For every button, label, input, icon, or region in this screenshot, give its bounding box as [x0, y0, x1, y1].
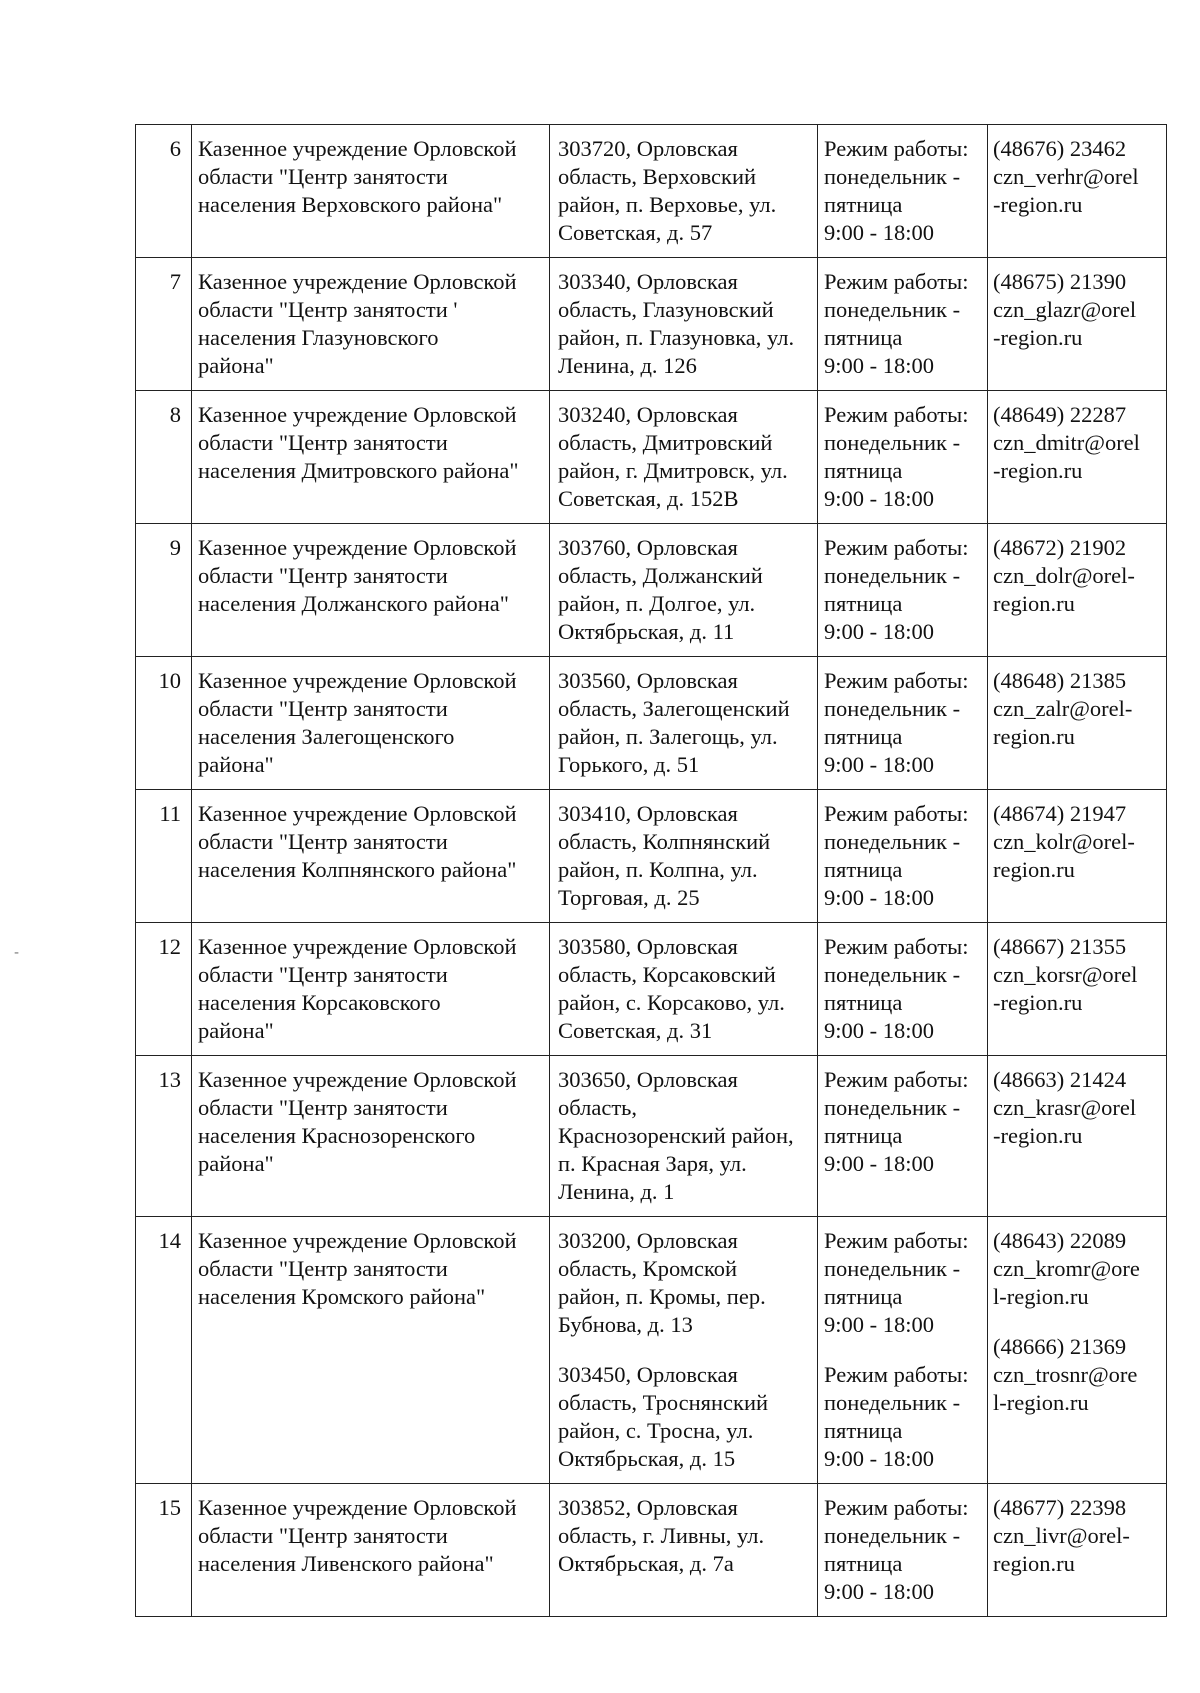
table-row [136, 391, 1167, 524]
contact-text: (48674) 21947 czn_kolr@orel- region.ru [993, 801, 1135, 882]
table-row [136, 790, 1167, 923]
address-cell [550, 1056, 818, 1217]
institution-name: Казенное учреждение Орловской области "Центр занятости ' населения Глазуновского района" [192, 258, 550, 391]
working-hours-text: Режим работы: понедельник - пятница 9:00 - 18:00 [824, 269, 969, 378]
working-hours-cell [818, 1056, 988, 1217]
contact-cell [988, 391, 1167, 524]
working-hours-cell [818, 790, 988, 923]
address-cell [550, 1484, 818, 1617]
row-number: 9 [136, 524, 192, 657]
address-cell [550, 524, 818, 657]
working-hours-cell [818, 1217, 988, 1484]
address-text: 303240, Орловская область, Дмитровский район, г. Дмитровск, ул. Советская, д. 152В [558, 402, 788, 511]
row-number: 12 [136, 923, 192, 1056]
institution-name: Казенное учреждение Орловской области "Центр занятости населения Ливенского района" [192, 1484, 550, 1617]
table-row [136, 1056, 1167, 1217]
table-row [136, 524, 1167, 657]
row-number: 15 [136, 1484, 192, 1617]
contact-text: (48648) 21385 czn_zalr@orel- region.ru [993, 668, 1133, 749]
address-cell [550, 790, 818, 923]
working-hours-text: Режим работы: понедельник - пятница 9:00 - 18:00 [824, 402, 969, 511]
row-number: 13 [136, 1056, 192, 1217]
working-hours-cell [818, 125, 988, 258]
institution-name: Казенное учреждение Орловской области "Центр занятости населения Корсаковского района" [192, 923, 550, 1056]
working-hours-cell [818, 657, 988, 790]
row-number: 10 [136, 657, 192, 790]
institution-name: Казенное учреждение Орловской области "Центр занятости населения Краснозоренского района" [192, 1056, 550, 1217]
contact-text: (48666) 21369 czn_trosnr@ore l-region.ru [993, 1334, 1138, 1415]
contact-cell [988, 1217, 1167, 1484]
address-text: 303720, Орловская область, Верховский район, п. Верховье, ул. Советская, д. 57 [558, 136, 777, 245]
contact-cell [988, 125, 1167, 258]
working-hours-cell [818, 923, 988, 1056]
institution-name: Казенное учреждение Орловской области "Центр занятости населения Залегощенского района" [192, 657, 550, 790]
contact-cell [988, 657, 1167, 790]
table-row [136, 1217, 1167, 1484]
row-number: 6 [136, 125, 192, 258]
working-hours-text: Режим работы: понедельник - пятница 9:00 - 18:00 [824, 1495, 969, 1604]
margin-mark: - [14, 945, 20, 961]
address-cell [550, 391, 818, 524]
contact-text: (48675) 21390 czn_glazr@orel -region.ru [993, 269, 1137, 350]
row-number: 7 [136, 258, 192, 391]
contact-text: (48677) 22398 czn_livr@orel- region.ru [993, 1495, 1130, 1576]
address-text: 303560, Орловская область, Залегощенский район, п. Залегощь, ул. Горького, д. 51 [558, 668, 790, 777]
working-hours-cell [818, 1484, 988, 1617]
address-text: 303450, Орловская область, Троснянский район, с. Тросна, ул. Октябрьская, д. 15 [558, 1362, 769, 1471]
address-cell [550, 657, 818, 790]
row-number: 14 [136, 1217, 192, 1484]
working-hours-text: Режим работы: понедельник - пятница 9:00 - 18:00 [824, 668, 969, 777]
address-text: 303200, Орловская область, Кромской район, п. Кромы, пер. Бубнова, д. 13 [558, 1228, 766, 1337]
working-hours-text: Режим работы: понедельник - пятница 9:00 - 18:00 [824, 934, 969, 1043]
working-hours-text: Режим работы: понедельник - пятница 9:00 - 18:00 [824, 1228, 969, 1337]
address-text: 303410, Орловская область, Колпнянский район, п. Колпна, ул. Торговая, д. 25 [558, 801, 771, 910]
working-hours-cell [818, 524, 988, 657]
working-hours-text: Режим работы: понедельник - пятница 9:00 - 18:00 [824, 136, 969, 245]
table-row [136, 923, 1167, 1056]
contact-cell [988, 790, 1167, 923]
contact-cell [988, 1056, 1167, 1217]
contact-cell [988, 923, 1167, 1056]
table-row [136, 125, 1167, 258]
address-text: 303340, Орловская область, Глазуновский район, п. Глазуновка, ул. Ленина, д. 126 [558, 269, 795, 378]
contact-cell [988, 524, 1167, 657]
working-hours-text: Режим работы: понедельник - пятница 9:00 - 18:00 [824, 535, 969, 644]
institution-name: Казенное учреждение Орловской области "Центр занятости населения Колпнянского района" [192, 790, 550, 923]
working-hours-cell [818, 258, 988, 391]
institution-name: Казенное учреждение Орловской области "Центр занятости населения Кромского района" [192, 1217, 550, 1484]
table-row [136, 657, 1167, 790]
employment-centers-table [135, 124, 1167, 1617]
row-number: 11 [136, 790, 192, 923]
contact-text: (48643) 22089 czn_kromr@ore l-region.ru [993, 1228, 1140, 1309]
contact-text: (48663) 21424 czn_krasr@orel -region.ru [993, 1067, 1137, 1148]
table-row [136, 1484, 1167, 1617]
contact-text: (48667) 21355 czn_korsr@orel -region.ru [993, 934, 1138, 1015]
contact-cell [988, 1484, 1167, 1617]
table-body [136, 125, 1167, 1617]
working-hours-text: Режим работы: понедельник - пятница 9:00 - 18:00 [824, 1362, 969, 1471]
address-text: 303760, Орловская область, Должанский район, п. Долгое, ул. Октябрьская, д. 11 [558, 535, 763, 644]
table-row [136, 258, 1167, 391]
working-hours-text: Режим работы: понедельник - пятница 9:00 - 18:00 [824, 801, 969, 910]
address-text: 303852, Орловская область, г. Ливны, ул. Октябрьская, д. 7а [558, 1495, 765, 1576]
contact-text: (48676) 23462 czn_verhr@orel -region.ru [993, 136, 1139, 217]
contact-cell [988, 258, 1167, 391]
address-cell [550, 258, 818, 391]
institution-name: Казенное учреждение Орловской области "Центр занятости населения Верховского района" [192, 125, 550, 258]
institution-name: Казенное учреждение Орловской области "Центр занятости населения Дмитровского района" [192, 391, 550, 524]
working-hours-cell [818, 391, 988, 524]
contact-text: (48649) 22287 czn_dmitr@orel -region.ru [993, 402, 1140, 483]
address-cell [550, 923, 818, 1056]
row-number: 8 [136, 391, 192, 524]
institution-name: Казенное учреждение Орловской области "Центр занятости населения Должанского района" [192, 524, 550, 657]
address-cell [550, 125, 818, 258]
working-hours-text: Режим работы: понедельник - пятница 9:00 - 18:00 [824, 1067, 969, 1176]
address-text: 303650, Орловская область, Краснозоренский район, п. Красная Заря, ул. Ленина, д. 1 [558, 1067, 794, 1204]
address-cell [550, 1217, 818, 1484]
contact-text: (48672) 21902 czn_dolr@orel- region.ru [993, 535, 1135, 616]
address-text: 303580, Орловская область, Корсаковский район, с. Корсаково, ул. Советская, д. 31 [558, 934, 785, 1043]
